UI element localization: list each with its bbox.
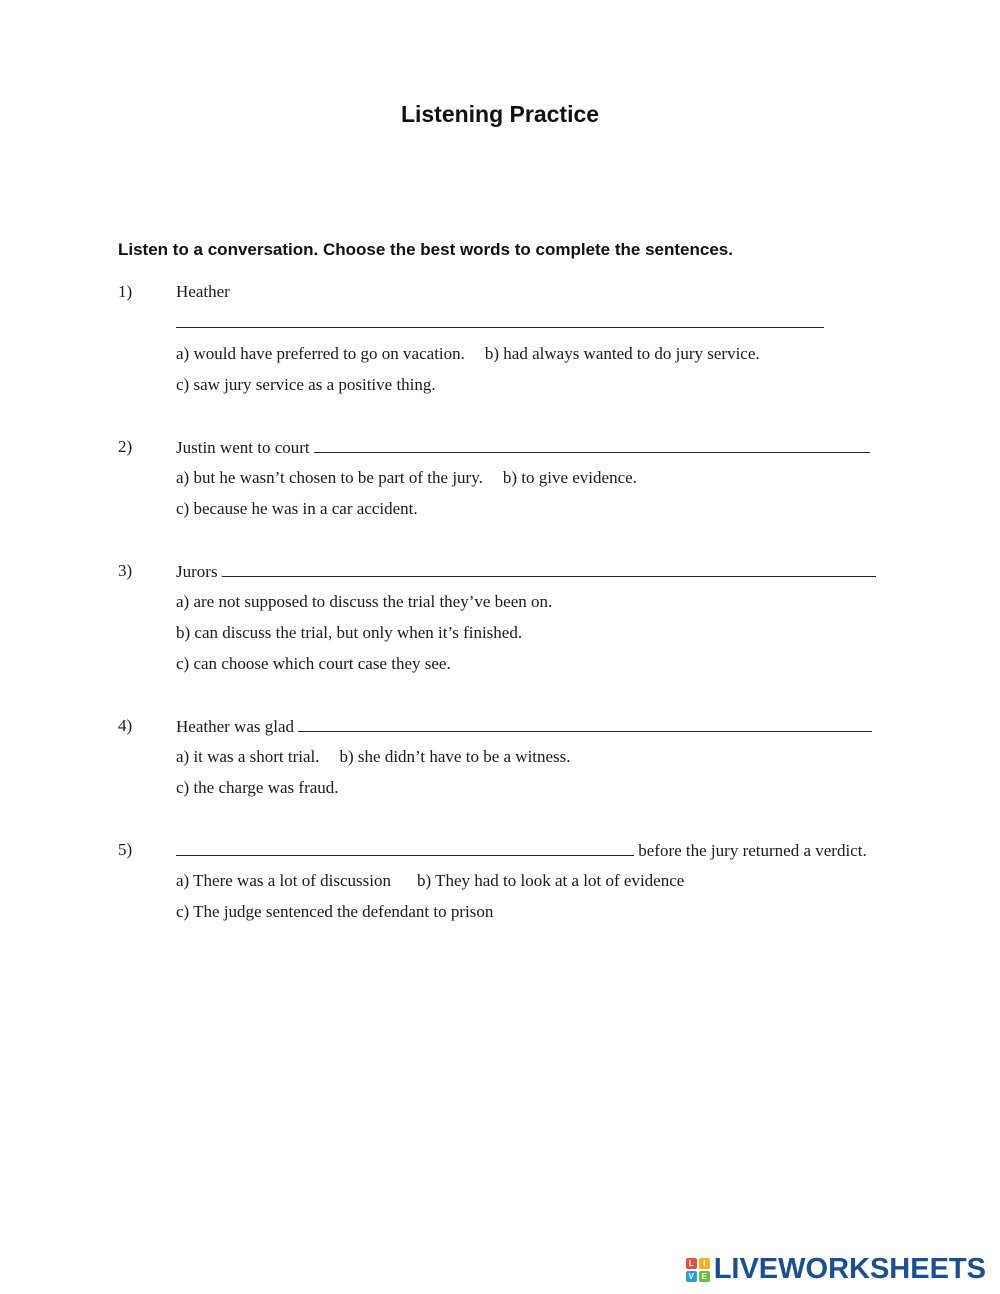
- option-b[interactable]: b) can discuss the trial, but only when it’s finished.: [176, 623, 523, 642]
- option-c[interactable]: c) can choose which court case they see.: [176, 654, 451, 673]
- option-c[interactable]: c) The judge sentenced the defendant to prison: [176, 902, 494, 921]
- liveworksheets-logo: [686, 1253, 986, 1286]
- options-row-1: [176, 468, 637, 488]
- question-stem: Justin went to court: [176, 437, 870, 458]
- answer-blank[interactable]: [298, 716, 872, 732]
- question-number: 4): [118, 716, 133, 735]
- option-b[interactable]: b) They had to look at a lot of evidence: [416, 871, 685, 890]
- option-a[interactable]: a) but he wasn’t chosen to be part of the jury.: [176, 468, 483, 487]
- question-stem: Heather: [176, 282, 230, 301]
- answer-blank[interactable]: [176, 312, 824, 328]
- answer-blank[interactable]: [314, 437, 870, 453]
- options-row-1: [176, 344, 760, 364]
- logo-letter: L: [686, 1258, 697, 1269]
- question-stem: Heather was glad: [176, 716, 872, 737]
- question-number: 1): [118, 282, 133, 301]
- question-number: 2): [118, 437, 133, 456]
- answer-blank[interactable]: [176, 840, 634, 856]
- option-a[interactable]: a) are not supposed to discuss the trial they’ve been on.: [176, 592, 553, 611]
- question-number: 3): [118, 561, 133, 580]
- option-a[interactable]: a) it was a short trial.: [176, 747, 320, 766]
- option-b[interactable]: b) to give evidence.: [502, 468, 637, 487]
- question-stem: before the jury returned a verdict.: [176, 840, 867, 861]
- option-c[interactable]: c) because he was in a car accident.: [176, 499, 418, 518]
- option-b[interactable]: b) had always wanted to do jury service.: [484, 344, 760, 363]
- logo-letter: I: [699, 1258, 710, 1269]
- logo-letter: E: [699, 1271, 710, 1282]
- option-b[interactable]: b) she didn’t have to be a witness.: [339, 747, 571, 766]
- logo-icon: [686, 1258, 710, 1282]
- option-c[interactable]: c) the charge was fraud.: [176, 778, 339, 797]
- question-number: 5): [118, 840, 133, 859]
- option-c[interactable]: c) saw jury service as a positive thing.: [176, 375, 436, 394]
- options-row-1: [176, 747, 571, 767]
- option-a[interactable]: a) would have preferred to go on vacation.: [176, 344, 465, 363]
- answer-blank[interactable]: [222, 561, 876, 577]
- options-row-1: [176, 871, 684, 891]
- logo-letter: V: [686, 1271, 697, 1282]
- page-title: Listening Practice: [400, 101, 600, 127]
- instructions: Listen to a conversation. Choose the best words to complete the sentences.: [118, 240, 733, 259]
- logo-text: LIVEWORKSHEETS: [713, 1253, 986, 1285]
- question-stem: Jurors: [176, 561, 876, 582]
- option-a[interactable]: a) There was a lot of discussion: [176, 871, 391, 890]
